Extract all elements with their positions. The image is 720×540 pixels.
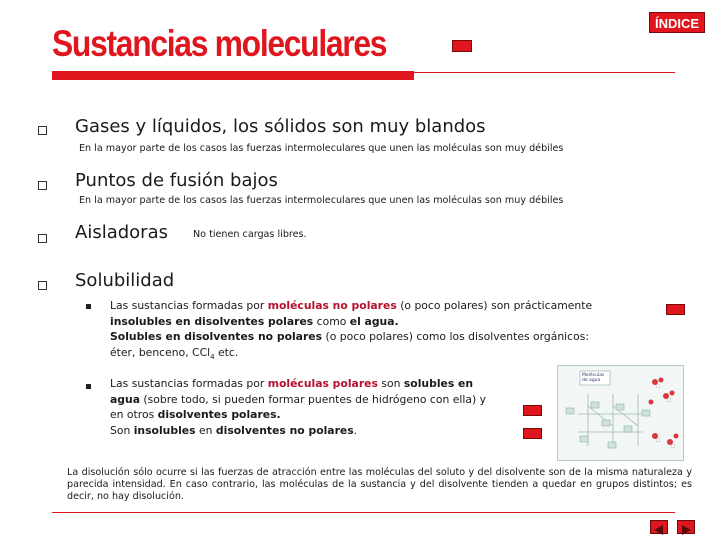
point-note-2: En la mayor parte de los casos las fuerzas intermoleculares que unen las moléculas son muy débiles	[79, 195, 564, 206]
item2-line2: agua (sobre todo, si pueden formar puentes de hidrógeno con ella) y	[110, 392, 487, 406]
sub-bullet-icon	[86, 304, 91, 309]
point-note-1: En la mayor parte de los casos las fuerzas intermoleculares que unen las moléculas son muy débiles	[79, 143, 564, 154]
item2-line4: Son insolubles en disolventes no polares.	[110, 423, 358, 437]
next-slide-button[interactable]	[677, 520, 695, 534]
triangle-left-icon	[651, 524, 667, 536]
point-note-3: No tienen cargas libres.	[193, 229, 307, 240]
page-title: Sustancias moleculares	[52, 23, 387, 64]
item2-link-button-2[interactable]	[523, 428, 542, 439]
triangle-right-icon	[678, 524, 694, 536]
bullet-icon	[38, 281, 47, 290]
item1-line1: Las sustancias formadas por moléculas no polares (o poco polares) son prácticamente	[110, 299, 593, 312]
header-rule	[414, 72, 675, 73]
bullet-icon	[38, 181, 47, 190]
bullet-icon	[38, 126, 47, 135]
diagram-illustration	[558, 366, 684, 461]
item2-line1: Las sustancias formadas por moléculas polares son solubles en	[110, 377, 474, 390]
point-heading-4: Solubilidad	[75, 270, 175, 291]
title-link-button[interactable]	[452, 40, 472, 52]
solubility-item-1	[110, 298, 592, 365]
prev-slide-button[interactable]	[650, 520, 668, 534]
point-heading-1: Gases y líquidos, los sólidos son muy blandos	[75, 116, 486, 137]
solubility-item-2	[110, 376, 486, 438]
point-heading-2: Puntos de fusión bajos	[75, 170, 278, 191]
point-heading-3: Aisladoras	[75, 222, 168, 243]
item1-line3: Solubles en disolventes no polares (o poco polares) como los disolventes orgánicos:	[110, 330, 589, 343]
sub-bullet-icon	[86, 384, 91, 389]
title-underline-bar	[52, 71, 414, 80]
solubility-diagram-thumbnail[interactable]	[557, 365, 684, 461]
index-button[interactable]: ÍNDICE	[649, 12, 705, 33]
diagram-label: Moléculas de agua	[582, 373, 605, 383]
item1-link-button[interactable]	[666, 304, 685, 315]
item1-line4: éter, benceno, CCl$_4$ etc.	[110, 345, 239, 361]
item1-line2: insolubles en disolventes polares como el agua.	[110, 314, 399, 328]
footer-rule	[52, 512, 675, 513]
item2-link-button-1[interactable]	[523, 405, 542, 416]
footer-note: La disolución sólo ocurre si las fuerzas de atracción entre las moléculas del soluto y del disolvente son de la misma naturaleza y parecida intensidad. En caso contrario, las moléculas de la sustancia y del disolvente tienden a quedar en grupos distintos; es decir, no hay disolución.	[67, 467, 692, 502]
bullet-icon	[38, 234, 47, 243]
item2-line3: en otros disolventes polares.	[110, 408, 281, 421]
